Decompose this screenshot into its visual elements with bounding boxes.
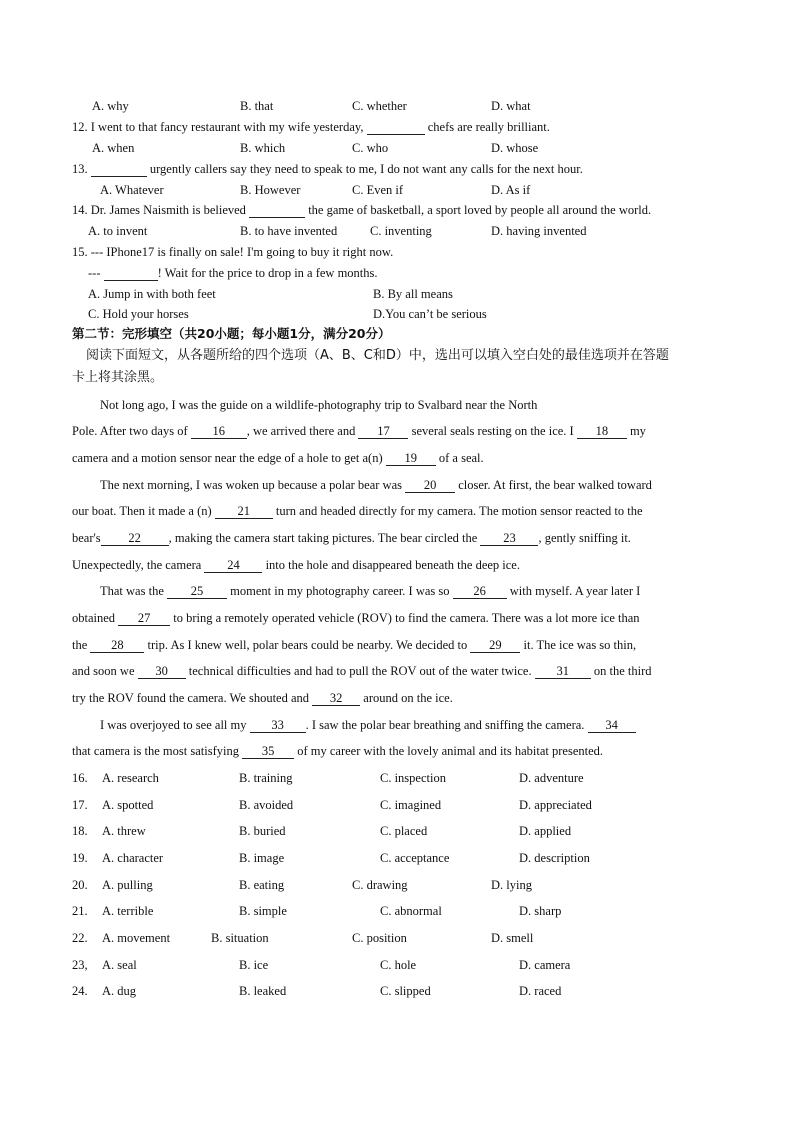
q15-line2-post: ! Wait for the price to drop in a few months. [157, 266, 378, 280]
passage-p4-line2 [72, 743, 603, 759]
blank-17: 17 [358, 424, 408, 439]
q13-option-a: A. Whatever [100, 183, 164, 197]
q12-stem [72, 119, 550, 135]
text-segment: I was overjoyed to see all my [100, 718, 247, 732]
text-segment: technical difficulties and had to pull the ROV out of the water twice. [188, 664, 532, 678]
blank-20: 20 [405, 478, 455, 493]
blank-21: 21 [215, 504, 273, 519]
q13-stem-post: urgently callers say they need to speak to me, I do not want any calls for the next hour. [149, 162, 583, 176]
option-a: A. character [102, 851, 164, 865]
q15-option-b: B. By all means [373, 287, 453, 301]
option-a: A. seal [102, 958, 137, 972]
text-segment: of a seal. [438, 451, 484, 465]
passage-p1-line2 [72, 423, 646, 439]
option-a: A. pulling [102, 878, 153, 892]
option-d: D. sharp [519, 904, 562, 918]
text-segment: that camera is the most satisfying [72, 744, 239, 758]
text-segment: , we arrived there and [246, 424, 356, 438]
option-b: B. simple [239, 904, 287, 918]
q11-option-d: D. what [491, 99, 531, 113]
blank-31: 31 [535, 664, 591, 679]
text-segment: , gently sniffing it. [538, 531, 631, 545]
q15-line1: 15. --- IPhone17 is finally on sale! I'm going to buy it right now. [72, 245, 394, 259]
q13-stem [72, 161, 583, 177]
blank-32: 32 [312, 691, 360, 706]
blank-25: 25 [167, 584, 227, 599]
text-segment: , making the camera start taking pictures. The bear circled the [168, 531, 478, 545]
text-segment: try the ROV found the camera. We shouted and [72, 691, 310, 705]
text-segment: my [629, 424, 646, 438]
q13-stem-pre: 13. [72, 162, 88, 176]
q13-option-c: C. Even if [352, 183, 404, 197]
q12-stem-pre: 12. I went to that fancy restaurant with my wife yesterday, [72, 120, 364, 134]
blank-30: 30 [138, 664, 186, 679]
q11-option-a: A. why [92, 99, 129, 113]
option-b: B. image [239, 851, 285, 865]
option-d: D. appreciated [519, 798, 592, 812]
blank-24: 24 [204, 558, 262, 573]
q14-option-c: C. inventing [370, 224, 432, 238]
q12-option-c: C. who [352, 141, 389, 155]
blank-16: 16 [191, 424, 247, 439]
q13-option-d: D. As if [491, 183, 531, 197]
option-number: 24. [72, 984, 88, 998]
text-segment: around on the ice. [363, 691, 453, 705]
option-number: 17. [72, 798, 88, 812]
option-number: 18. [72, 824, 88, 838]
option-a: A. dug [102, 984, 137, 998]
section-instructions-1: 阅读下面短文，从各题所给的四个选项（A、B、C和D）中，选出可以填入空白处的最佳选项并在答题 [86, 348, 669, 363]
q12-option-d: D. whose [491, 141, 539, 155]
option-d: D. camera [519, 958, 571, 972]
q14-option-b: B. to have invented [240, 224, 338, 238]
text-segment: several seals resting on the ice. I [411, 424, 574, 438]
option-c: C. acceptance [380, 851, 450, 865]
text-segment: on the third [593, 664, 652, 678]
q15-option-a: A. Jump in with both feet [88, 287, 216, 301]
passage-p1-line3 [72, 450, 484, 466]
q14-option-d: D. having invented [491, 224, 587, 238]
blank-28: 28 [90, 638, 144, 653]
option-d: D. lying [491, 878, 532, 892]
option-c: C. slipped [380, 984, 431, 998]
option-number: 16. [72, 771, 88, 785]
passage-p2-line1 [100, 477, 652, 493]
option-d: D. description [519, 851, 590, 865]
passage-p3-line3 [72, 637, 636, 653]
option-c: C. position [352, 931, 407, 945]
option-number: 19. [72, 851, 88, 865]
option-number: 21. [72, 904, 88, 918]
option-b: B. buried [239, 824, 286, 838]
q15-line2-pre: --- [88, 266, 101, 280]
q14-stem-post: the game of basketball, a sport loved by people all around the world. [308, 203, 652, 217]
passage-p2-line2 [72, 503, 643, 519]
blank-23: 23 [480, 531, 538, 546]
passage-p3-line2 [72, 610, 640, 626]
q14-stem [72, 202, 651, 218]
q15-line2 [88, 265, 378, 281]
passage-p4-line1 [100, 717, 636, 733]
q12-option-a: A. when [92, 141, 135, 155]
option-a: A. spotted [102, 798, 154, 812]
option-c: C. inspection [380, 771, 446, 785]
blank-22: 22 [101, 531, 169, 546]
q15-blank [104, 266, 158, 281]
text-segment: into the hole and disappeared beneath the deep ice. [265, 558, 520, 572]
option-b: B. ice [239, 958, 269, 972]
q15-option-c: C. Hold your horses [88, 307, 189, 321]
text-segment: closer. At first, the bear walked toward [458, 478, 652, 492]
blank-18: 18 [577, 424, 627, 439]
option-d: D. applied [519, 824, 572, 838]
blank-34: 34 [588, 718, 636, 733]
option-c: C. imagined [380, 798, 442, 812]
text-segment: of my career with the lovely animal and its habitat presented. [297, 744, 604, 758]
text-segment: with myself. A year later I [509, 584, 641, 598]
option-number: 22. [72, 931, 88, 945]
option-d: D. adventure [519, 771, 584, 785]
option-a: A. movement [102, 931, 171, 945]
q12-option-b: B. which [240, 141, 286, 155]
text-segment: camera and a motion sensor near the edge of a hole to get a(n) [72, 451, 383, 465]
passage-p2-line4 [72, 557, 520, 573]
text-segment: Pole. After two days of [72, 424, 188, 438]
blank-19: 19 [386, 451, 436, 466]
option-d: D. raced [519, 984, 562, 998]
option-number: 23, [72, 958, 88, 972]
text-segment: turn and headed directly for my camera. The motion sensor reacted to the [275, 504, 643, 518]
q14-option-a: A. to invent [88, 224, 148, 238]
text-segment: Unexpectedly, the camera [72, 558, 202, 572]
q11-option-c: C. whether [352, 99, 407, 113]
option-b: B. avoided [239, 798, 294, 812]
blank-26: 26 [453, 584, 507, 599]
passage-p3-line5 [72, 690, 453, 706]
option-a: A. threw [102, 824, 146, 838]
text-segment: . I saw the polar bear breathing and sniffing the camera. [305, 718, 585, 732]
text-segment: obtained [72, 611, 116, 625]
text-segment: trip. As I knew well, polar bears could be nearby. We decided to [147, 638, 468, 652]
q15-option-d: D.You can’t be serious [373, 307, 487, 321]
text-segment: The next morning, I was woken up because a polar bear was [100, 478, 402, 492]
option-b: B. training [239, 771, 293, 785]
passage-p2-line3 [72, 530, 631, 546]
blank-35: 35 [242, 744, 294, 759]
section-title: 第二节：完形填空（共20小题；每小题1分，满分20分） [72, 326, 391, 341]
text-segment: That was the [100, 584, 164, 598]
q12-blank [367, 120, 425, 135]
text-segment: our boat. Then it made a (n) [72, 504, 212, 518]
section-instructions-2: 卡上将其涂黑。 [72, 370, 164, 385]
q14-stem-pre: 14. Dr. James Naismith is believed [72, 203, 246, 217]
option-b: B. situation [211, 931, 269, 945]
q13-option-b: B. However [240, 183, 301, 197]
passage-p3-line1 [100, 583, 640, 599]
text-segment: to bring a remotely operated vehicle (ROV) to find the camera. There was a lot more ice than [173, 611, 640, 625]
option-c: C. hole [380, 958, 417, 972]
option-number: 20. [72, 878, 88, 892]
text-segment: and soon we [72, 664, 135, 678]
passage-p1-line1: Not long ago, I was the guide on a wildlife-photography trip to Svalbard near the North [100, 398, 538, 412]
text-segment: bear's [72, 531, 101, 545]
text-segment: the [72, 638, 88, 652]
option-c: C. abnormal [380, 904, 442, 918]
blank-27: 27 [118, 611, 170, 626]
option-c: C. placed [380, 824, 428, 838]
blank-29: 29 [470, 638, 520, 653]
q11-option-b: B. that [240, 99, 274, 113]
option-b: B. eating [239, 878, 285, 892]
option-c: C. drawing [352, 878, 408, 892]
q12-stem-post: chefs are really brilliant. [427, 120, 550, 134]
text-segment: it. The ice was so thin, [523, 638, 637, 652]
q13-blank [91, 162, 147, 177]
q14-blank [249, 203, 305, 218]
option-a: A. research [102, 771, 159, 785]
option-d: D. smell [491, 931, 534, 945]
blank-33: 33 [250, 718, 306, 733]
text-segment: moment in my photography career. I was so [230, 584, 450, 598]
option-a: A. terrible [102, 904, 154, 918]
passage-p3-line4 [72, 663, 652, 679]
option-b: B. leaked [239, 984, 287, 998]
